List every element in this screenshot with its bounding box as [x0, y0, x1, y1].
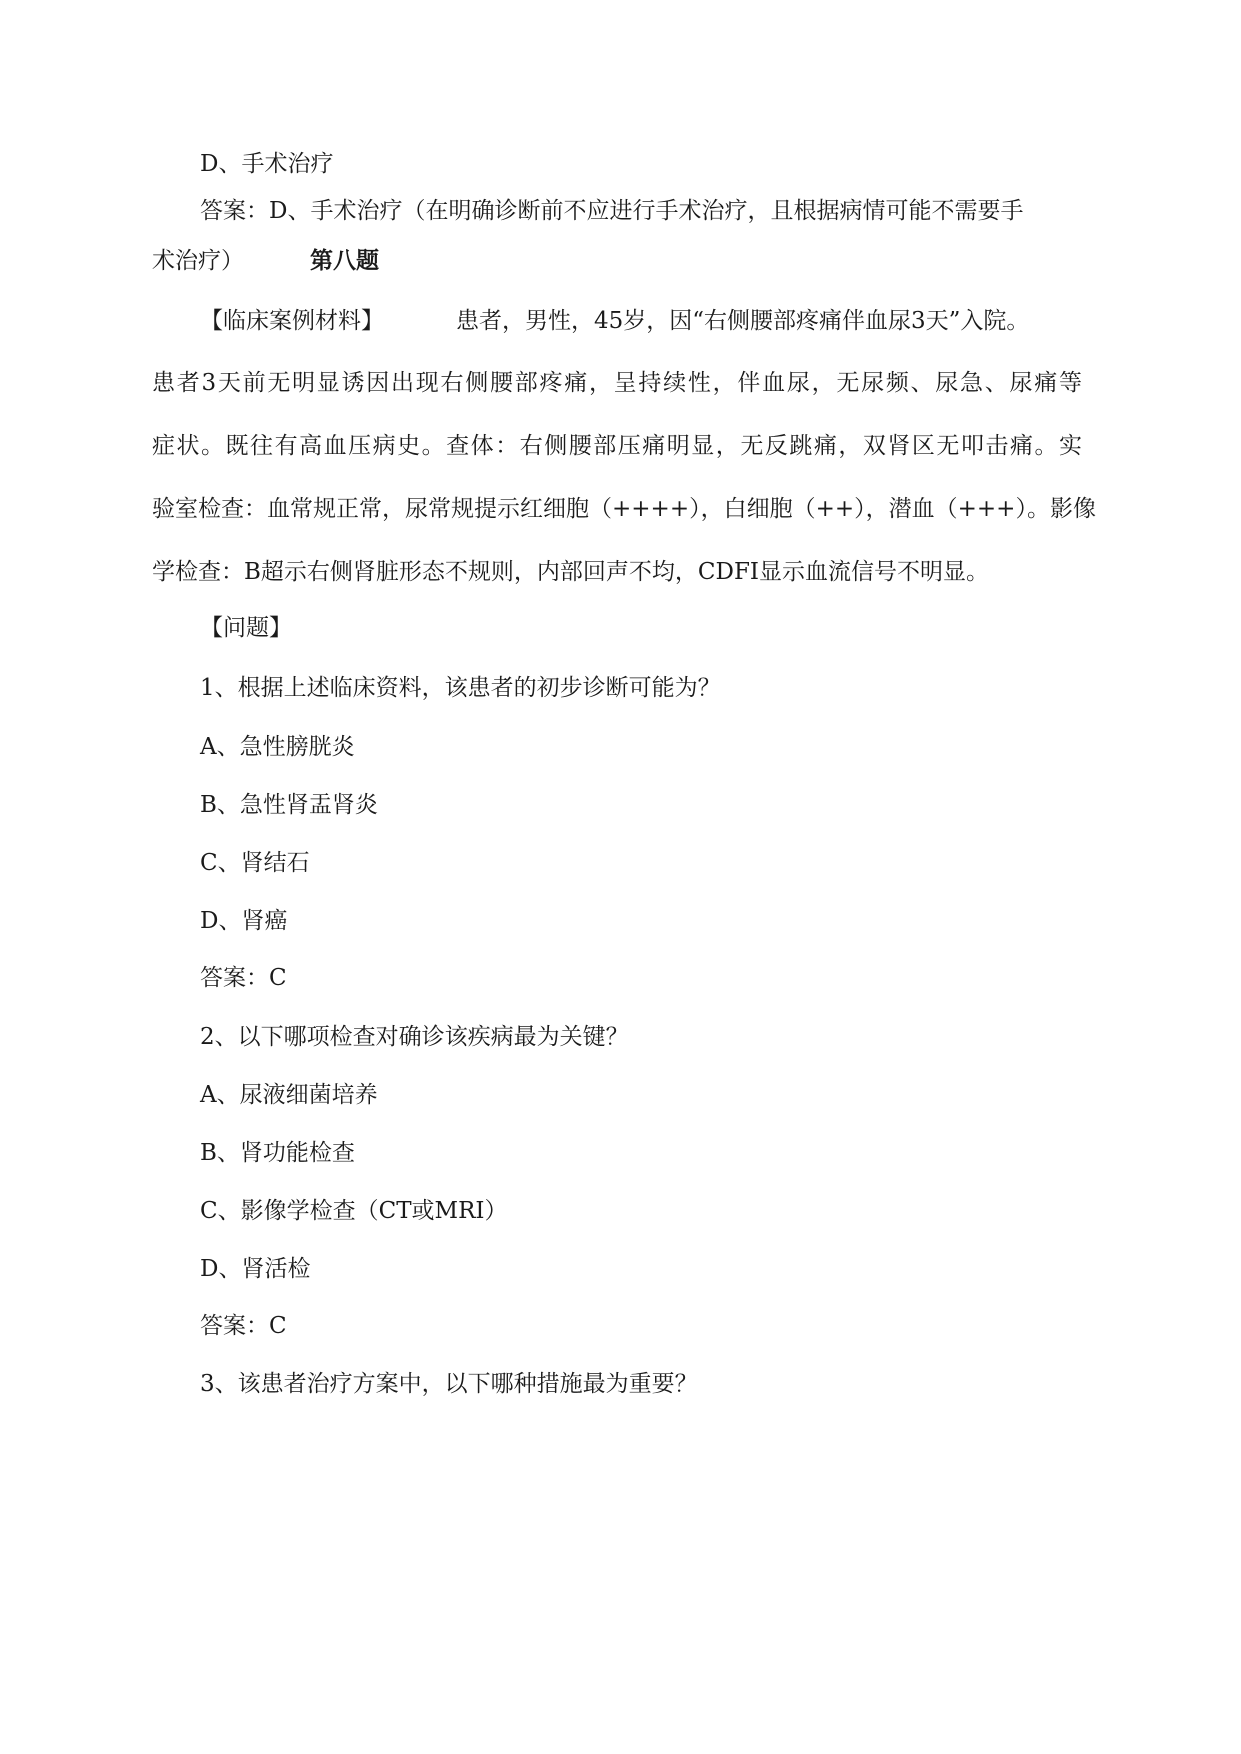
question-2-option-a: A、尿液细菌培养: [200, 1082, 378, 1108]
question-1-stem: 1、根据上述临床资料，该患者的初步诊断可能为？: [200, 675, 721, 701]
questions-label: 【问题】: [200, 615, 292, 641]
previous-answer-line-1: 答案：D、手术治疗（在明确诊断前不应进行手术治疗，且根据病情可能不需要手: [200, 198, 1024, 224]
question-2-stem: 2、以下哪项检查对确诊该疾病最为关键？: [200, 1024, 629, 1050]
question-2-option-d: D、肾活检: [200, 1256, 311, 1282]
question-1-option-b: B、急性肾盂肾炎: [200, 792, 378, 818]
question-1-option-d: D、肾癌: [200, 908, 288, 934]
question-2-answer: 答案：C: [200, 1313, 287, 1339]
question-2-option-b: B、肾功能检查: [200, 1140, 355, 1166]
case-label: 【临床案例材料】: [200, 308, 384, 334]
previous-answer-line-2: 术治疗）: [152, 248, 244, 274]
case-line-5: 学检查：B超示右侧肾脏形态不规则，内部回声不均，CDFI显示血流信号不明显。: [152, 559, 989, 585]
question-1-option-a: A、急性膀胱炎: [200, 734, 355, 760]
question-1-option-c: C、肾结石: [200, 850, 310, 876]
case-line-2: 患者3天前无明显诱因出现右侧腰部疼痛，呈持续性，伴血尿，无尿频、尿急、尿痛等: [152, 370, 1082, 396]
case-line-3: 症状。既往有高血压病史。查体：右侧腰部压痛明显，无反跳痛，双肾区无叩击痛。实: [152, 433, 1082, 459]
section-title: 第八题: [310, 247, 379, 274]
case-line-4: 验室检查：血常规正常，尿常规提示红细胞（++++），白细胞（++），潜血（+++）。影像: [152, 496, 1096, 522]
question-3-stem: 3、该患者治疗方案中，以下哪种措施最为重要？: [200, 1371, 698, 1397]
previous-option-d: D、手术治疗: [200, 151, 334, 177]
question-2-option-c: C、影像学检查（CT或MRI）: [200, 1198, 508, 1224]
question-1-answer: 答案：C: [200, 965, 287, 991]
case-line-1: 患者，男性，45岁，因“右侧腰部疼痛伴血尿3天”入院。: [456, 308, 1030, 334]
